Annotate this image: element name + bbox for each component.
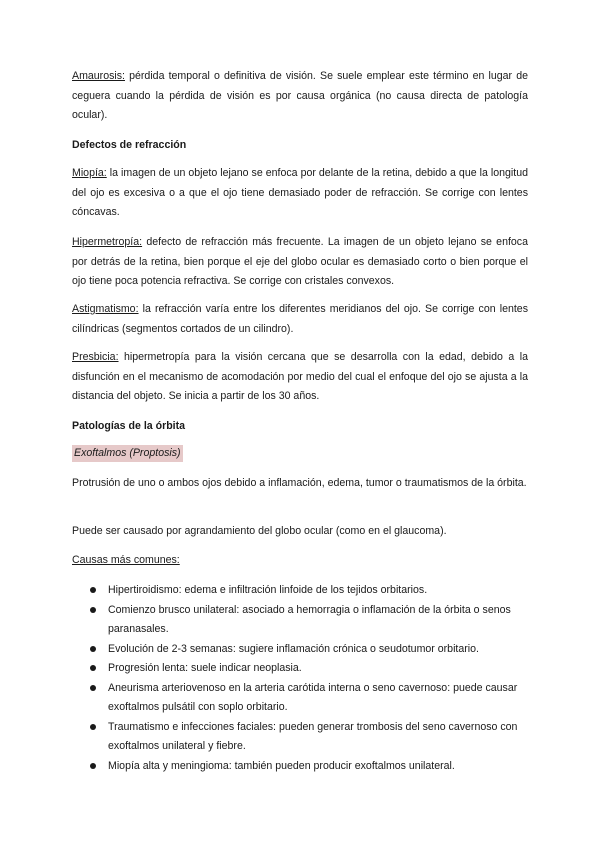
astigmatismo-term: Astigmatismo: bbox=[72, 303, 139, 315]
hipermetropia-term: Hipermetropía: bbox=[72, 236, 143, 248]
list-item: Miopía alta y meningioma: también pueden producir exoftalmos unilateral. bbox=[72, 757, 528, 777]
bullet-icon bbox=[90, 665, 96, 671]
astigmatismo-text: la refracción varía entre los diferentes meridianos del ojo. Se corrige con lentes cilíndricas (segmentos cortados de un cilindro). bbox=[72, 303, 528, 335]
miopia-term: Miopía: bbox=[72, 167, 107, 179]
hipermetropia-paragraph bbox=[72, 233, 528, 292]
list-item: Comienzo brusco unilateral: asociado a hemorragia o inflamación de la órbita o senos paranasales. bbox=[72, 601, 528, 640]
list-item: Traumatismo e infecciones faciales: pueden generar trombosis del seno cavernoso con exoftalmos unilateral y fiebre. bbox=[72, 718, 528, 757]
hipermetropia-text: defecto de refracción más frecuente. La imagen de un objeto lejano se enfoca por detrás de la retina, bien porque el eje del globo ocular es demasiado corto o bien porque el ojo tiene poca potencia refractiva. Se corrige con cristales convexos. bbox=[72, 236, 528, 287]
list-item: Aneurisma arteriovenoso en la arteria carótida interna o seno cavernoso: puede causar exoftalmos pulsátil con soplo orbitario. bbox=[72, 679, 528, 718]
exoftalmos-glaucoma: Puede ser causado por agrandamiento del globo ocular (como en el glaucoma). bbox=[72, 525, 447, 537]
bullet-icon bbox=[90, 724, 96, 730]
list-item: Progresión lenta: suele indicar neoplasia. bbox=[72, 659, 528, 679]
bullet-icon bbox=[90, 763, 96, 769]
amaurosis-paragraph bbox=[72, 67, 528, 126]
presbicia-text: hipermetropía para la visión cercana que se desarrolla con la edad, debido a la disfunción en el mecanismo de acomodación por medio del cual el enfoque del ojo se ajusta a la distancia del objeto. Se inicia a partir de los 30 años. bbox=[72, 351, 528, 402]
causes-heading: Causas más comunes: bbox=[72, 554, 180, 566]
exoftalmos-title-line bbox=[72, 444, 528, 464]
presbicia-term: Presbicia: bbox=[72, 351, 119, 363]
list-item: Hipertiroidismo: edema e infiltración linfoide de los tejidos orbitarios. bbox=[72, 581, 528, 601]
miopia-paragraph bbox=[72, 164, 528, 223]
bullet-icon bbox=[90, 607, 96, 613]
presbicia-paragraph bbox=[72, 348, 528, 407]
bullet-icon bbox=[90, 587, 96, 593]
miopia-text: la imagen de un objeto lejano se enfoca por delante de la retina, debido a que la longitud del ojo es excesiva o a que el ojo tiene demasiado poder de refracción. Se corrige con lentes cóncavas. bbox=[72, 167, 528, 218]
orbit-heading: Patologías de la órbita bbox=[72, 420, 186, 432]
bullet-icon bbox=[90, 646, 96, 652]
amaurosis-text: pérdida temporal o definitiva de visión. Se suele emplear este término en lugar de ceguera cuando la pérdida de visión es por causa orgánica (no causa directa de patología ocular). bbox=[72, 70, 528, 121]
refraction-heading: Defectos de refracción bbox=[72, 139, 187, 151]
astigmatismo-paragraph bbox=[72, 300, 528, 339]
bullet-icon bbox=[90, 685, 96, 691]
exoftalmos-definition: Protrusión de uno o ambos ojos debido a inflamación, edema, tumor o traumatismos de la órbita. bbox=[72, 477, 527, 489]
amaurosis-term: Amaurosis: bbox=[72, 70, 125, 82]
exoftalmos-title: Exoftalmos (Proptosis) bbox=[72, 445, 183, 462]
causes-list bbox=[72, 581, 528, 776]
list-item: Evolución de 2-3 semanas: sugiere inflamación crónica o seudotumor orbitario. bbox=[72, 640, 528, 660]
